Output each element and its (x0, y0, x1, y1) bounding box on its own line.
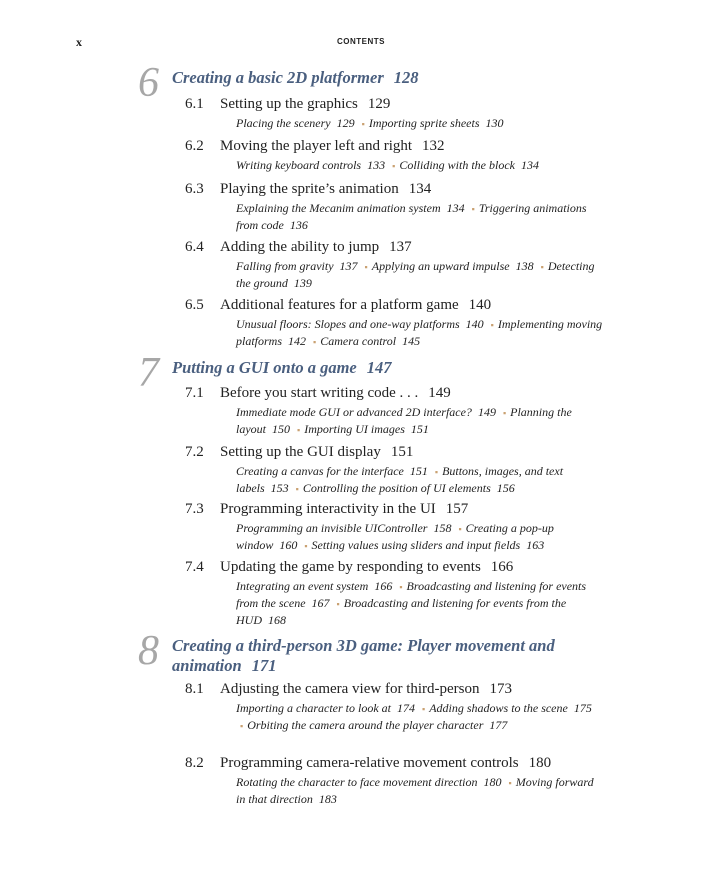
subsection-title: Integrating an event system (236, 579, 369, 593)
chapter-title-text: Creating a third-person 3D game: Player movement and animation (172, 636, 555, 675)
section-title[interactable] (220, 384, 451, 403)
bullet-separator-icon: ▪ (490, 320, 494, 330)
subsection-entry[interactable] (236, 158, 385, 172)
subsection-list (236, 700, 604, 734)
subsection-page-number: 140 (465, 317, 484, 331)
chapter-page-number: 147 (366, 358, 392, 377)
subsection-title: Programming an invisible UIController (236, 521, 428, 535)
section-page-number: 137 (389, 239, 412, 255)
section-page-number: 149 (428, 385, 451, 401)
subsection-entry[interactable] (236, 701, 415, 715)
bullet-separator-icon: ▪ (471, 204, 475, 214)
section-number: 6.3 (185, 181, 204, 197)
subsection-page-number: 166 (374, 579, 393, 593)
subsection-title: Colliding with the block (399, 158, 515, 172)
section-title[interactable] (220, 180, 431, 199)
subsection-entry[interactable] (236, 259, 358, 273)
subsection-page-number: 130 (485, 116, 504, 130)
section-title-text: Playing the sprite’s animation (220, 181, 399, 197)
section-number: 6.5 (185, 297, 204, 313)
bullet-separator-icon: ▪ (240, 721, 244, 731)
subsection-title: Adding shadows to the scene (429, 701, 568, 715)
subsection-entry[interactable] (236, 116, 355, 130)
section-page-number: 151 (390, 444, 414, 460)
chapter-title[interactable] (172, 636, 592, 676)
subsection-page-number: 139 (293, 276, 312, 290)
subsection-title: Controlling the position of UI elements (302, 481, 491, 495)
subsection-page-number: 149 (477, 405, 496, 419)
subsection-entry[interactable] (399, 158, 539, 172)
section-title[interactable] (220, 95, 390, 114)
section-title-text: Adjusting the camera view for third-person (220, 681, 480, 697)
subsection-list (236, 200, 604, 233)
subsection-page-number: 158 (433, 521, 452, 535)
subsection-page-number: 136 (289, 218, 308, 232)
section-page-number: 134 (408, 181, 432, 197)
subsection-title: Implementing moving platforms (236, 317, 603, 348)
bullet-separator-icon: ▪ (458, 524, 462, 534)
chapter-title-text: Creating a basic 2D platformer (172, 68, 384, 87)
subsection-page-number: 175 (573, 701, 592, 715)
page-folio: x (76, 35, 82, 49)
section-number: 6.4 (185, 239, 204, 255)
subsection-title: Falling from gravity (236, 259, 334, 273)
section-page-number: 129 (367, 96, 391, 112)
chapter-title[interactable] (172, 68, 592, 88)
subsection-title: Importing a character to look at (236, 701, 391, 715)
subsection-page-number: 156 (496, 481, 515, 495)
bullet-separator-icon: ▪ (392, 161, 396, 171)
chapter-title[interactable] (172, 358, 592, 378)
section-title[interactable] (220, 754, 551, 773)
chapter-page-number: 171 (251, 656, 277, 675)
subsection-list (236, 404, 604, 438)
subsection-title: Rotating the character to face movement direction (236, 775, 478, 789)
section-number: 7.4 (185, 559, 204, 575)
section-page-number: 140 (468, 297, 492, 313)
bullet-separator-icon: ▪ (295, 484, 299, 494)
section-title-text: Moving the player left and right (220, 138, 413, 154)
section-title-text: Setting up the graphics (220, 96, 358, 112)
section-title-text: Programming camera-relative movement controls (220, 755, 519, 771)
subsection-title: Broadcasting and listening for events from the scene (236, 579, 587, 610)
bullet-separator-icon: ▪ (313, 337, 317, 347)
section-page-number: 173 (489, 681, 513, 697)
section-number: 6.2 (185, 138, 204, 154)
subsection-page-number: 167 (311, 596, 330, 610)
section-title[interactable] (220, 680, 512, 699)
section-title[interactable] (220, 500, 468, 519)
subsection-page-number: 180 (483, 775, 502, 789)
subsection-entry[interactable] (236, 317, 484, 331)
subsection-title: Importing UI images (304, 422, 405, 436)
section-title-text: Setting up the GUI display (220, 444, 381, 460)
bullet-separator-icon: ▪ (421, 704, 426, 714)
subsection-title: Detecting the ground (236, 259, 595, 290)
section-page-number: 157 (445, 501, 469, 517)
section-page-number: 132 (422, 138, 445, 154)
subsection-entry[interactable] (303, 481, 515, 495)
chapter-number: 6 (138, 60, 159, 106)
subsection-title: Broadcasting and listening for events from the HUD (236, 596, 567, 627)
subsection-page-number: 151 (410, 422, 429, 436)
subsection-title: Creating a pop-up window (236, 521, 554, 552)
subsection-list (236, 258, 604, 291)
subsection-entry[interactable] (236, 521, 451, 535)
subsection-entry[interactable] (320, 334, 420, 348)
subsection-page-number: 133 (367, 158, 386, 172)
subsection-title: Orbiting the camera around the player character (247, 718, 484, 732)
chapter-number: 7 (138, 350, 159, 396)
subsection-entry[interactable] (304, 422, 429, 436)
subsection-title: Creating a canvas for the interface (236, 464, 404, 478)
bullet-separator-icon: ▪ (434, 467, 439, 477)
subsection-entry[interactable] (236, 775, 502, 789)
section-number: 7.3 (185, 501, 204, 517)
subsection-entry[interactable] (236, 464, 428, 478)
subsection-page-number: 177 (489, 718, 508, 732)
section-title-text: Adding the ability to jump (220, 239, 380, 255)
subsection-list (236, 316, 604, 350)
section-title[interactable] (220, 443, 413, 462)
bullet-separator-icon: ▪ (304, 541, 308, 551)
subsection-page-number: 153 (270, 481, 289, 495)
subsection-page-number: 174 (396, 701, 415, 715)
subsection-page-number: 138 (515, 259, 534, 273)
bullet-separator-icon: ▪ (502, 408, 507, 418)
section-number: 8.2 (185, 755, 204, 771)
section-title[interactable] (220, 238, 412, 257)
subsection-title: Applying an upward impulse (371, 259, 510, 273)
subsection-entry[interactable] (429, 701, 592, 715)
subsection-title: Explaining the Mecanim animation system (236, 201, 441, 215)
subsection-title: Camera control (320, 334, 397, 348)
subsection-entry[interactable] (369, 116, 504, 130)
section-page-number: 166 (490, 559, 514, 575)
subsection-page-number: 145 (402, 334, 421, 348)
subsection-page-number: 150 (272, 422, 290, 436)
subsection-title: Unusual floors: Slopes and one-way platforms (236, 317, 460, 331)
chapter-title-text: Putting a GUI onto a game (172, 358, 357, 377)
bullet-separator-icon: ▪ (364, 262, 368, 272)
bullet-separator-icon: ▪ (540, 262, 544, 272)
section-number: 8.1 (185, 681, 204, 697)
subsection-list (236, 520, 604, 554)
subsection-page-number: 137 (339, 259, 358, 273)
section-title[interactable] (220, 296, 491, 315)
subsection-title: Planning the layout (236, 405, 572, 436)
section-title-text: Updating the game by responding to events (220, 559, 481, 575)
subsection-title: Triggering animations from code (236, 201, 587, 232)
section-title-text: Additional features for a platform game (220, 297, 459, 313)
bullet-separator-icon: ▪ (399, 582, 403, 592)
subsection-list (236, 578, 604, 628)
subsection-page-number: 168 (268, 613, 286, 627)
subsection-title: Immediate mode GUI or advanced 2D interface? (236, 405, 472, 419)
subsection-page-number: 183 (318, 792, 337, 806)
chapter-page-number: 128 (393, 68, 419, 87)
subsection-page-number: 134 (520, 158, 539, 172)
subsection-entry[interactable] (312, 538, 545, 552)
subsection-title: Writing keyboard controls (236, 158, 362, 172)
subsection-page-number: 134 (446, 201, 465, 215)
subsection-title: Moving forward in that direction (236, 775, 594, 806)
subsection-page-number: 151 (409, 464, 428, 478)
subsection-entry[interactable] (236, 579, 392, 593)
subsection-title: Setting values using sliders and input fields (311, 538, 521, 552)
section-title-text: Before you start writing code . . . (220, 385, 419, 401)
section-title[interactable] (220, 558, 513, 577)
subsection-entry[interactable] (247, 718, 507, 732)
bullet-separator-icon: ▪ (297, 425, 301, 435)
subsection-page-number: 142 (288, 334, 307, 348)
subsection-title: Importing sprite sheets (368, 116, 480, 130)
section-title-text: Programming interactivity in the UI (220, 501, 436, 517)
subsection-list (236, 774, 604, 807)
subsection-list (236, 157, 604, 174)
running-head: CONTENTS (337, 37, 385, 46)
section-number: 7.2 (185, 444, 204, 460)
subsection-list (236, 115, 604, 132)
subsection-page-number: 160 (279, 538, 298, 552)
subsection-title: Buttons, images, and text labels (236, 464, 564, 495)
subsection-page-number: 163 (526, 538, 545, 552)
section-number: 6.1 (185, 96, 204, 112)
subsection-entry[interactable] (236, 201, 465, 215)
section-title[interactable] (220, 137, 445, 156)
subsection-list (236, 463, 604, 497)
subsection-entry[interactable] (372, 259, 534, 273)
bullet-separator-icon: ▪ (336, 599, 340, 609)
subsection-entry[interactable] (236, 405, 496, 419)
subsection-page-number: 129 (336, 116, 355, 130)
chapter-number: 8 (138, 628, 159, 674)
bullet-separator-icon: ▪ (361, 119, 365, 129)
bullet-separator-icon: ▪ (508, 778, 512, 788)
section-page-number: 180 (528, 755, 552, 771)
subsection-title: Placing the scenery (236, 116, 331, 130)
section-number: 7.1 (185, 385, 204, 401)
